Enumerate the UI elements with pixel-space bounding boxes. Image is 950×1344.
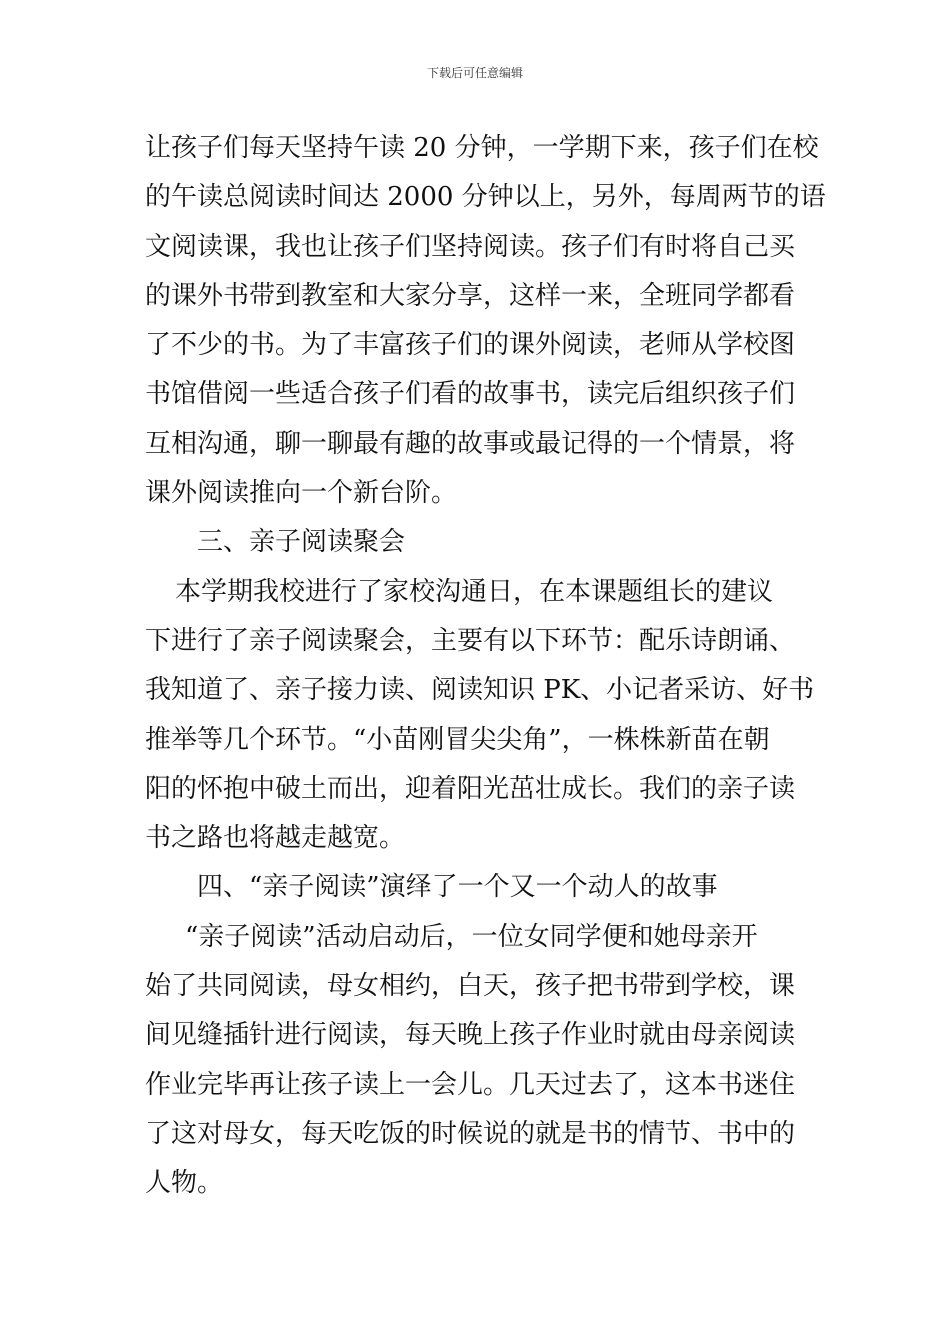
paragraph-line: 阳的怀抱中破土而出，迎着阳光茁壮成长。我们的亲子读 — [145, 773, 796, 804]
paragraph-line: 互相沟通，聊一聊最有趣的故事或最记得的一个情景，将 — [145, 428, 796, 459]
paragraph-line: 作业完毕再让孩子读上一会儿。几天过去了，这本书迷住 — [145, 1069, 796, 1100]
paragraph-line: “亲子阅读”活动启动后，一位女同学便和她母亲开 — [185, 921, 758, 952]
page-header: 下载后可任意编辑 — [426, 66, 523, 80]
paragraph-line: 文阅读课，我也让孩子们坚持阅读。孩子们有时将自己买 — [145, 231, 796, 262]
paragraph-line: 下进行了亲子阅读聚会，主要有以下环节：配乐诗朗诵、 — [145, 625, 796, 656]
paragraph-line: 让孩子们每天坚持午读 20 分钟，一学期下来，孩子们在校 — [145, 133, 819, 163]
paragraph-line: 间见缝插针进行阅读，每天晚上孩子作业时就由母亲阅读 — [145, 1020, 796, 1051]
paragraph-line: 的课外书带到教室和大家分享，这样一来，全班同学都看 — [145, 280, 796, 311]
paragraph-line: 书之路也将越走越宽。 — [145, 823, 406, 854]
section-heading: 三、亲子阅读聚会 — [197, 527, 406, 558]
paragraph-line: 的午读总阅读时间达 2000 分钟以上，另外，每周两节的语 — [145, 182, 826, 213]
document-body — [145, 124, 826, 1209]
paragraph-line: 人物。 — [145, 1168, 224, 1199]
paragraph-line: 书馆借阅一些适合孩子们看的故事书，读完后组织孩子们 — [145, 379, 796, 410]
paragraph-line: 课外阅读推向一个新台阶。 — [145, 478, 458, 509]
paragraph-line: 了不少的书。为了丰富孩子们的课外阅读，老师从学校图 — [145, 330, 796, 361]
paragraph-line: 本学期我校进行了家校沟通日，在本课题组长的建议 — [175, 576, 774, 607]
paragraph-line: 了这对母女，每天吃饭的时候说的就是书的情节、书中的 — [145, 1118, 796, 1149]
paragraph-line: 始了共同阅读，母女相约，白天，孩子把书带到学校，课 — [145, 971, 796, 1002]
paragraph-line: 推举等几个环节。“小苗刚冒尖尖角”，一株株新苗在朝 — [145, 724, 770, 755]
section-heading: 四、“亲子阅读”演绎了一个又一个动人的故事 — [197, 872, 718, 903]
paragraph-line: 我知道了、亲子接力读、阅读知识 PK、小记者采访、好书 — [145, 675, 815, 706]
